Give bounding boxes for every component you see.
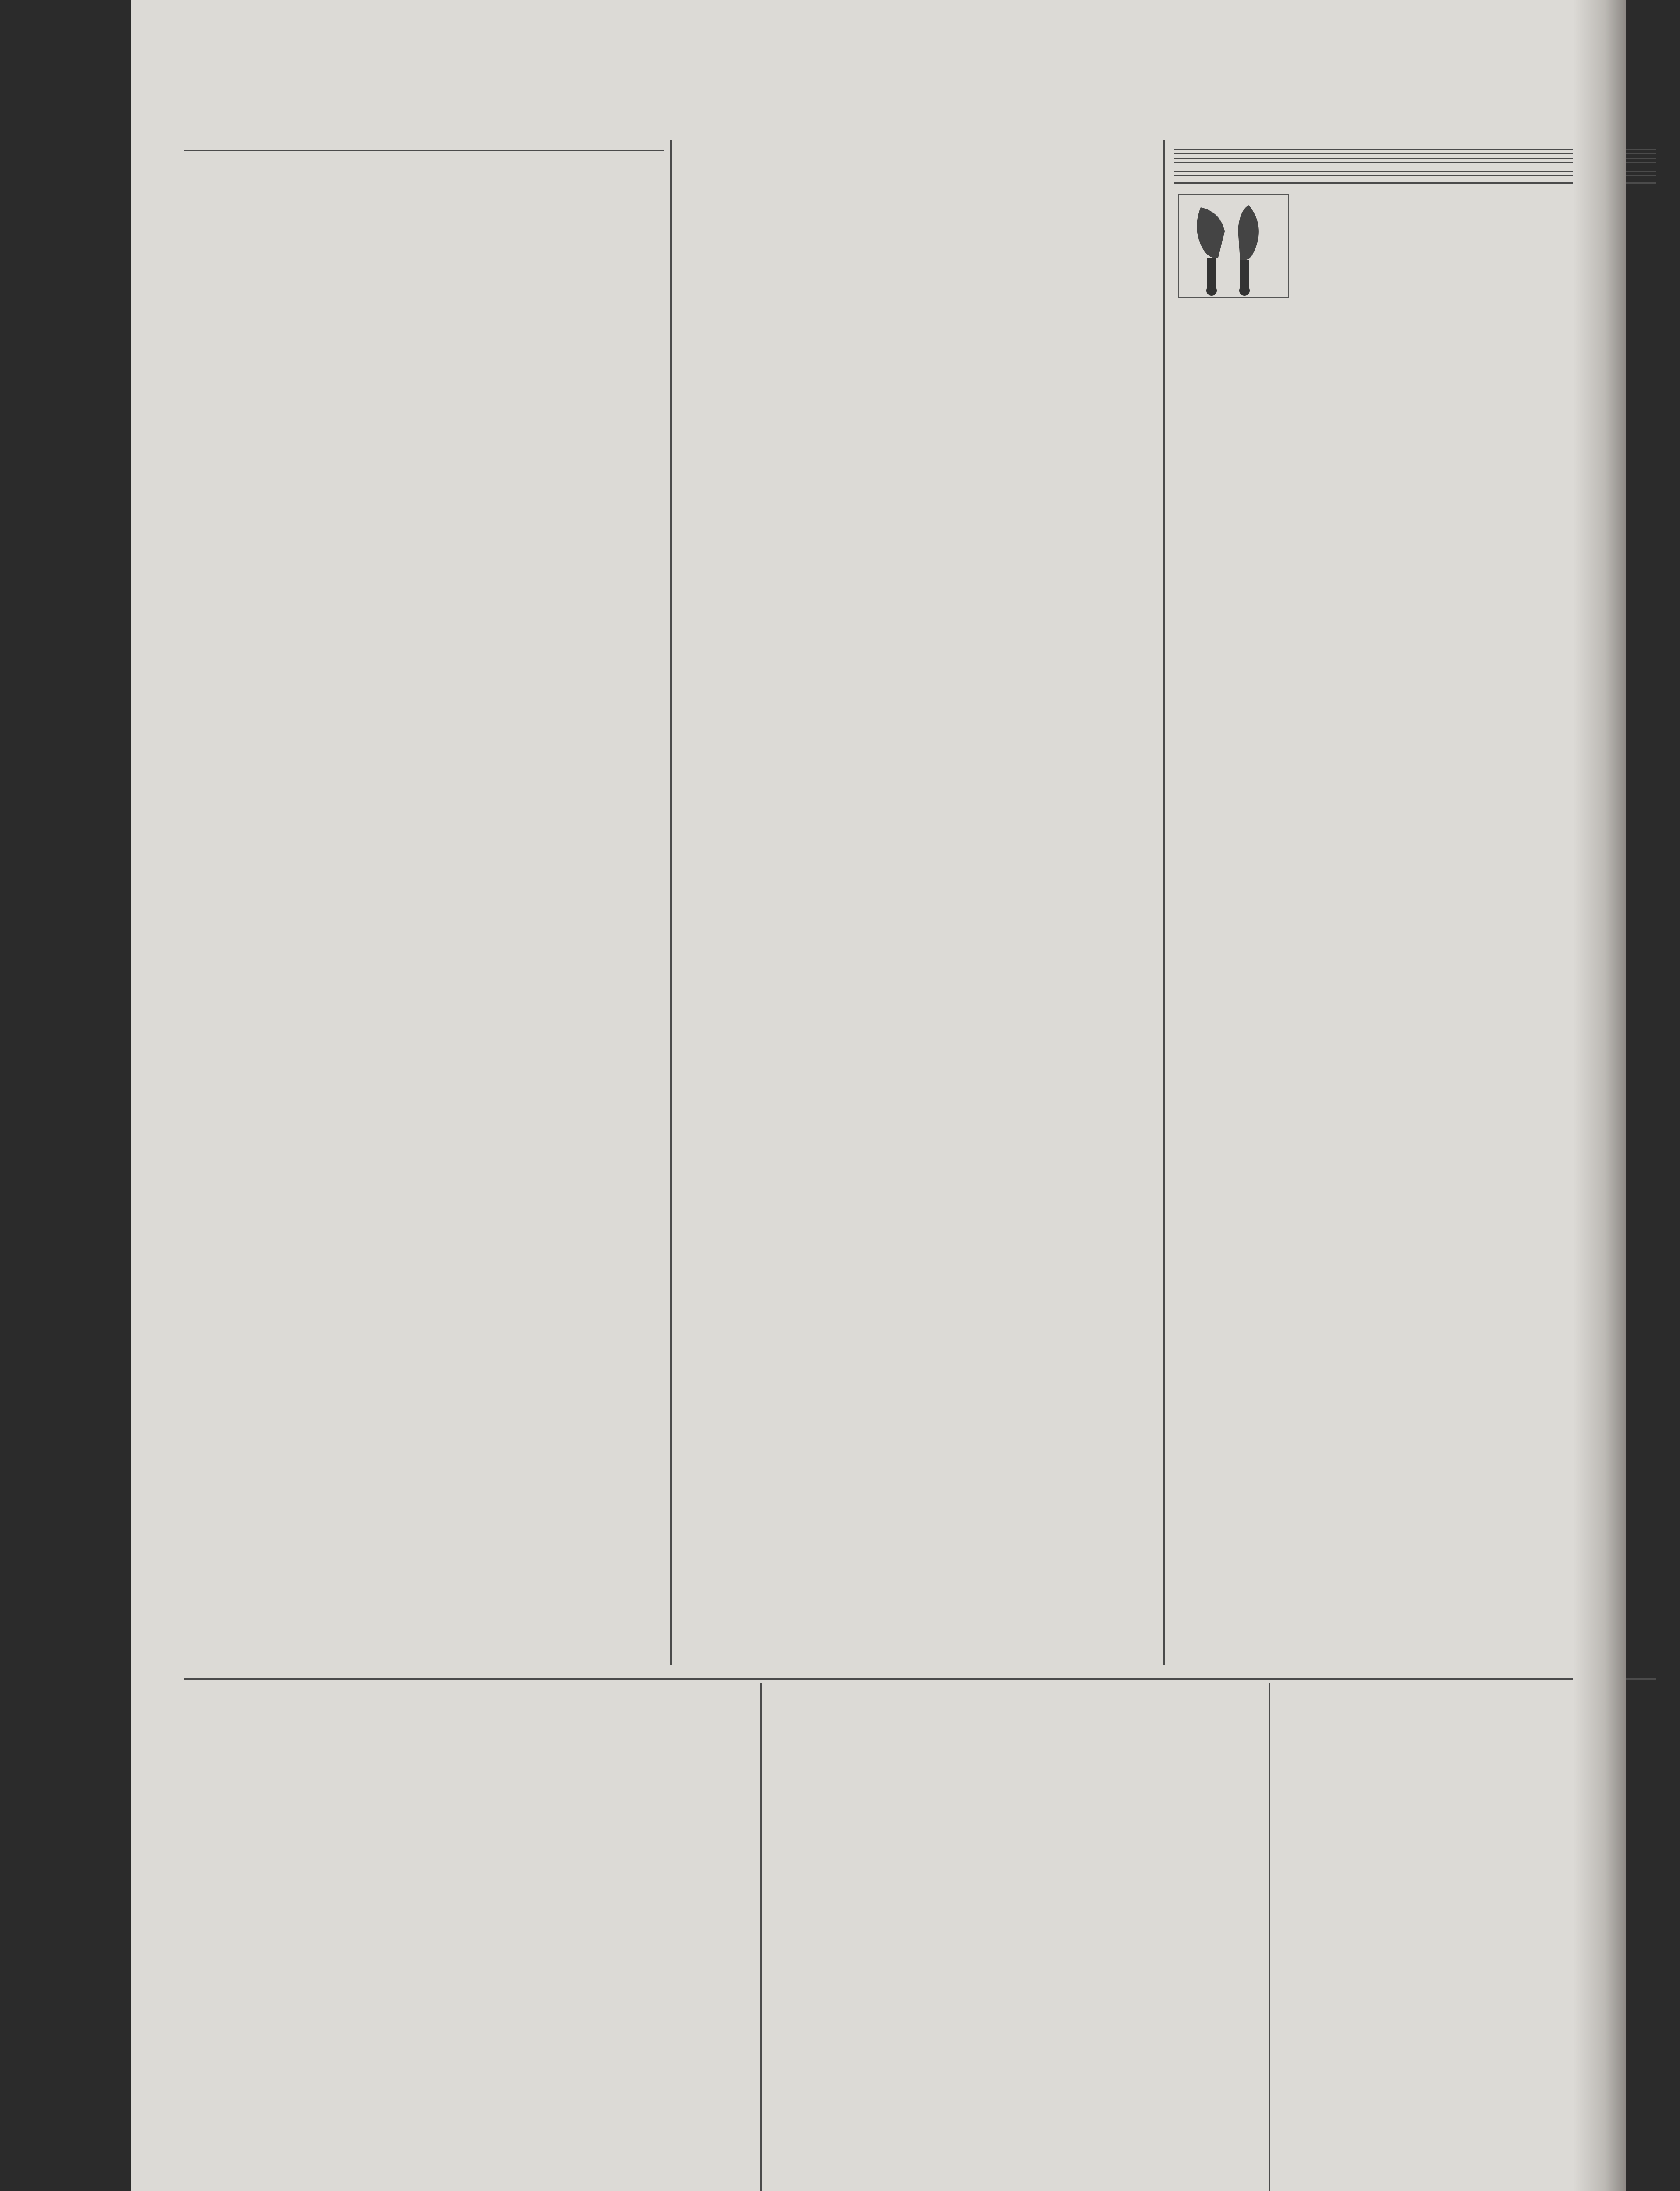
divider: [1174, 158, 1656, 159]
section-divider: [184, 150, 664, 151]
church-notices: [1174, 153, 1656, 176]
story-column: [184, 142, 664, 155]
newspaper-page: [131, 0, 1626, 2191]
column-divider: [1163, 140, 1165, 1665]
divider: [1174, 171, 1656, 172]
divider: [1174, 175, 1656, 176]
pipe-advertisement: [1174, 187, 1656, 304]
column-divider: [670, 140, 672, 1665]
section-divider: [1174, 149, 1656, 150]
divider: [1174, 153, 1656, 154]
history-column-continued: [769, 1685, 1260, 1688]
column-divider: [1269, 1683, 1270, 2191]
section-divider: [1174, 182, 1656, 184]
page-section-divider: [184, 1678, 1656, 1680]
bazaar-list-column-continued: [1174, 142, 1656, 304]
history-column-final: [1277, 1685, 1680, 1688]
column-divider: [760, 1683, 762, 2191]
pipe-illustration-icon: [1174, 190, 1293, 304]
history-column: [184, 1685, 754, 1688]
divider: [1174, 162, 1656, 163]
